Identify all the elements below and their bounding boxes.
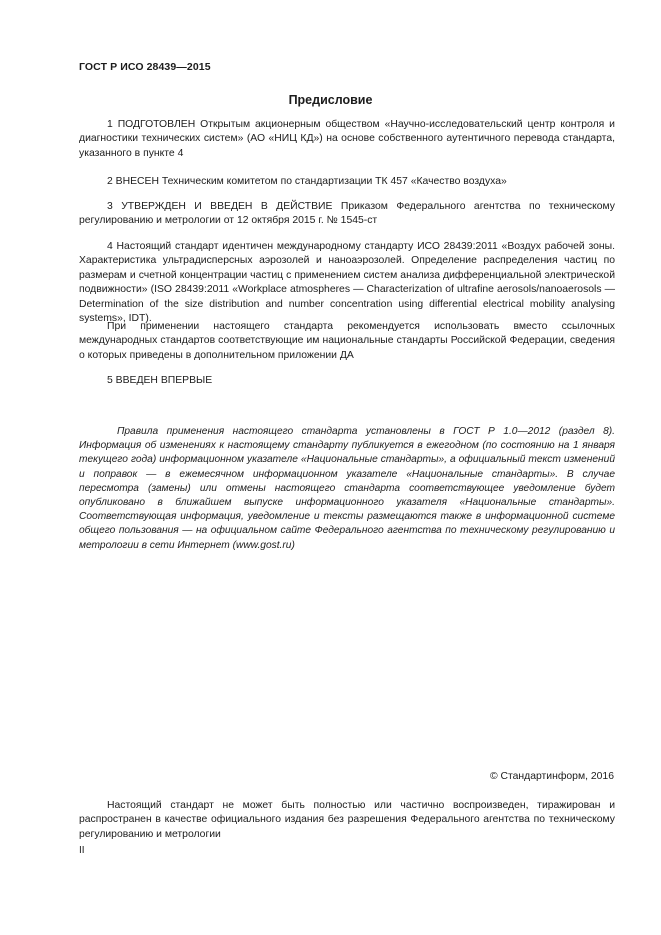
standard-code-header: ГОСТ Р ИСО 28439—2015 (79, 61, 211, 73)
copyright-line: © Стандартинформ, 2016 (489, 771, 614, 782)
page-number: II (79, 845, 85, 856)
foreword-item-4: 4 Настоящий стандарт идентичен международному стандарту ИСО 28439:2011 «Воздух рабочей зоны. Характеристика ультрадисперсных аэрозолей и наноаэрозолей. Определение распределения частиц по размерам и счетной концентрации частиц с применением систем анализа дифференциальной электрической подвижности» (ISO 28439:2011 «Workplace atmospheres — Characterization of ultrafine aerosols/nanoaerosols — Determination of the size distribution and number concentration using differential electrical mobility analysing systems», IDT). (79, 241, 615, 325)
reproduction-restriction-text: Настоящий стандарт не может быть полностью или частично воспроизведен, тиражирован и распространен в качестве официального издания без разрешения Федерального агентства по техническому регулированию и метрологии (79, 800, 615, 840)
application-rules-notice: Правила применения настоящего стандарта установлены в ГОСТ Р 1.0—2012 (раздел 8). Информация об изменениях к настоящему стандарту публикуется в ежегодном (по состоянию на 1 января текущего года) информационном указателе «Национальные стандарты», а официальный текст изменений и поправок — в ежемесячном информационном указателе «Национальные стандарты». В случае пересмотра (замены) или отмены настоящего стандарта соответствующее уведомление будет опубликовано в ближайшем выпуске информационного указателя «Национальные стандарты». Соответствующая информация, уведомление и тексты размещаются также в информационной системе общего пользования — на официальном сайте Федерального агентства по техническому регулированию и метрологии в сети Интернет (www.gost.ru) (79, 426, 615, 551)
foreword-item-2: 2 ВНЕСЕН Техническим комитетом по стандартизации ТК 457 «Качество воздуха» (107, 176, 507, 187)
foreword-item-5: 5 ВВЕДЕН ВПЕРВЫЕ (107, 375, 213, 386)
foreword-item-1: 1 ПОДГОТОВЛЕН Открытым акционерным обществом «Научно-исследовательский центр контроля и диагностики технических систем» (АО «НИЦ КД») на основе собственного аутентичного перевода стандарта, указанного в пункте 4 (79, 119, 615, 159)
foreword-item-3: 3 УТВЕРЖДЕН И ВВЕДЕН В ДЕЙСТВИЕ Приказом Федерального агентства по техническому регулированию и метрологии от 12 октября 2015 г. № 1545-ст (79, 201, 615, 227)
foreword-item-4-note: При применении настоящего стандарта рекомендуется использовать вместо ссылочных международных стандартов соответствующие им национальные стандарты Российской Федерации, сведения о которых приведены в дополнительном приложении ДА (79, 321, 615, 361)
page-title: Предисловие (288, 93, 373, 107)
